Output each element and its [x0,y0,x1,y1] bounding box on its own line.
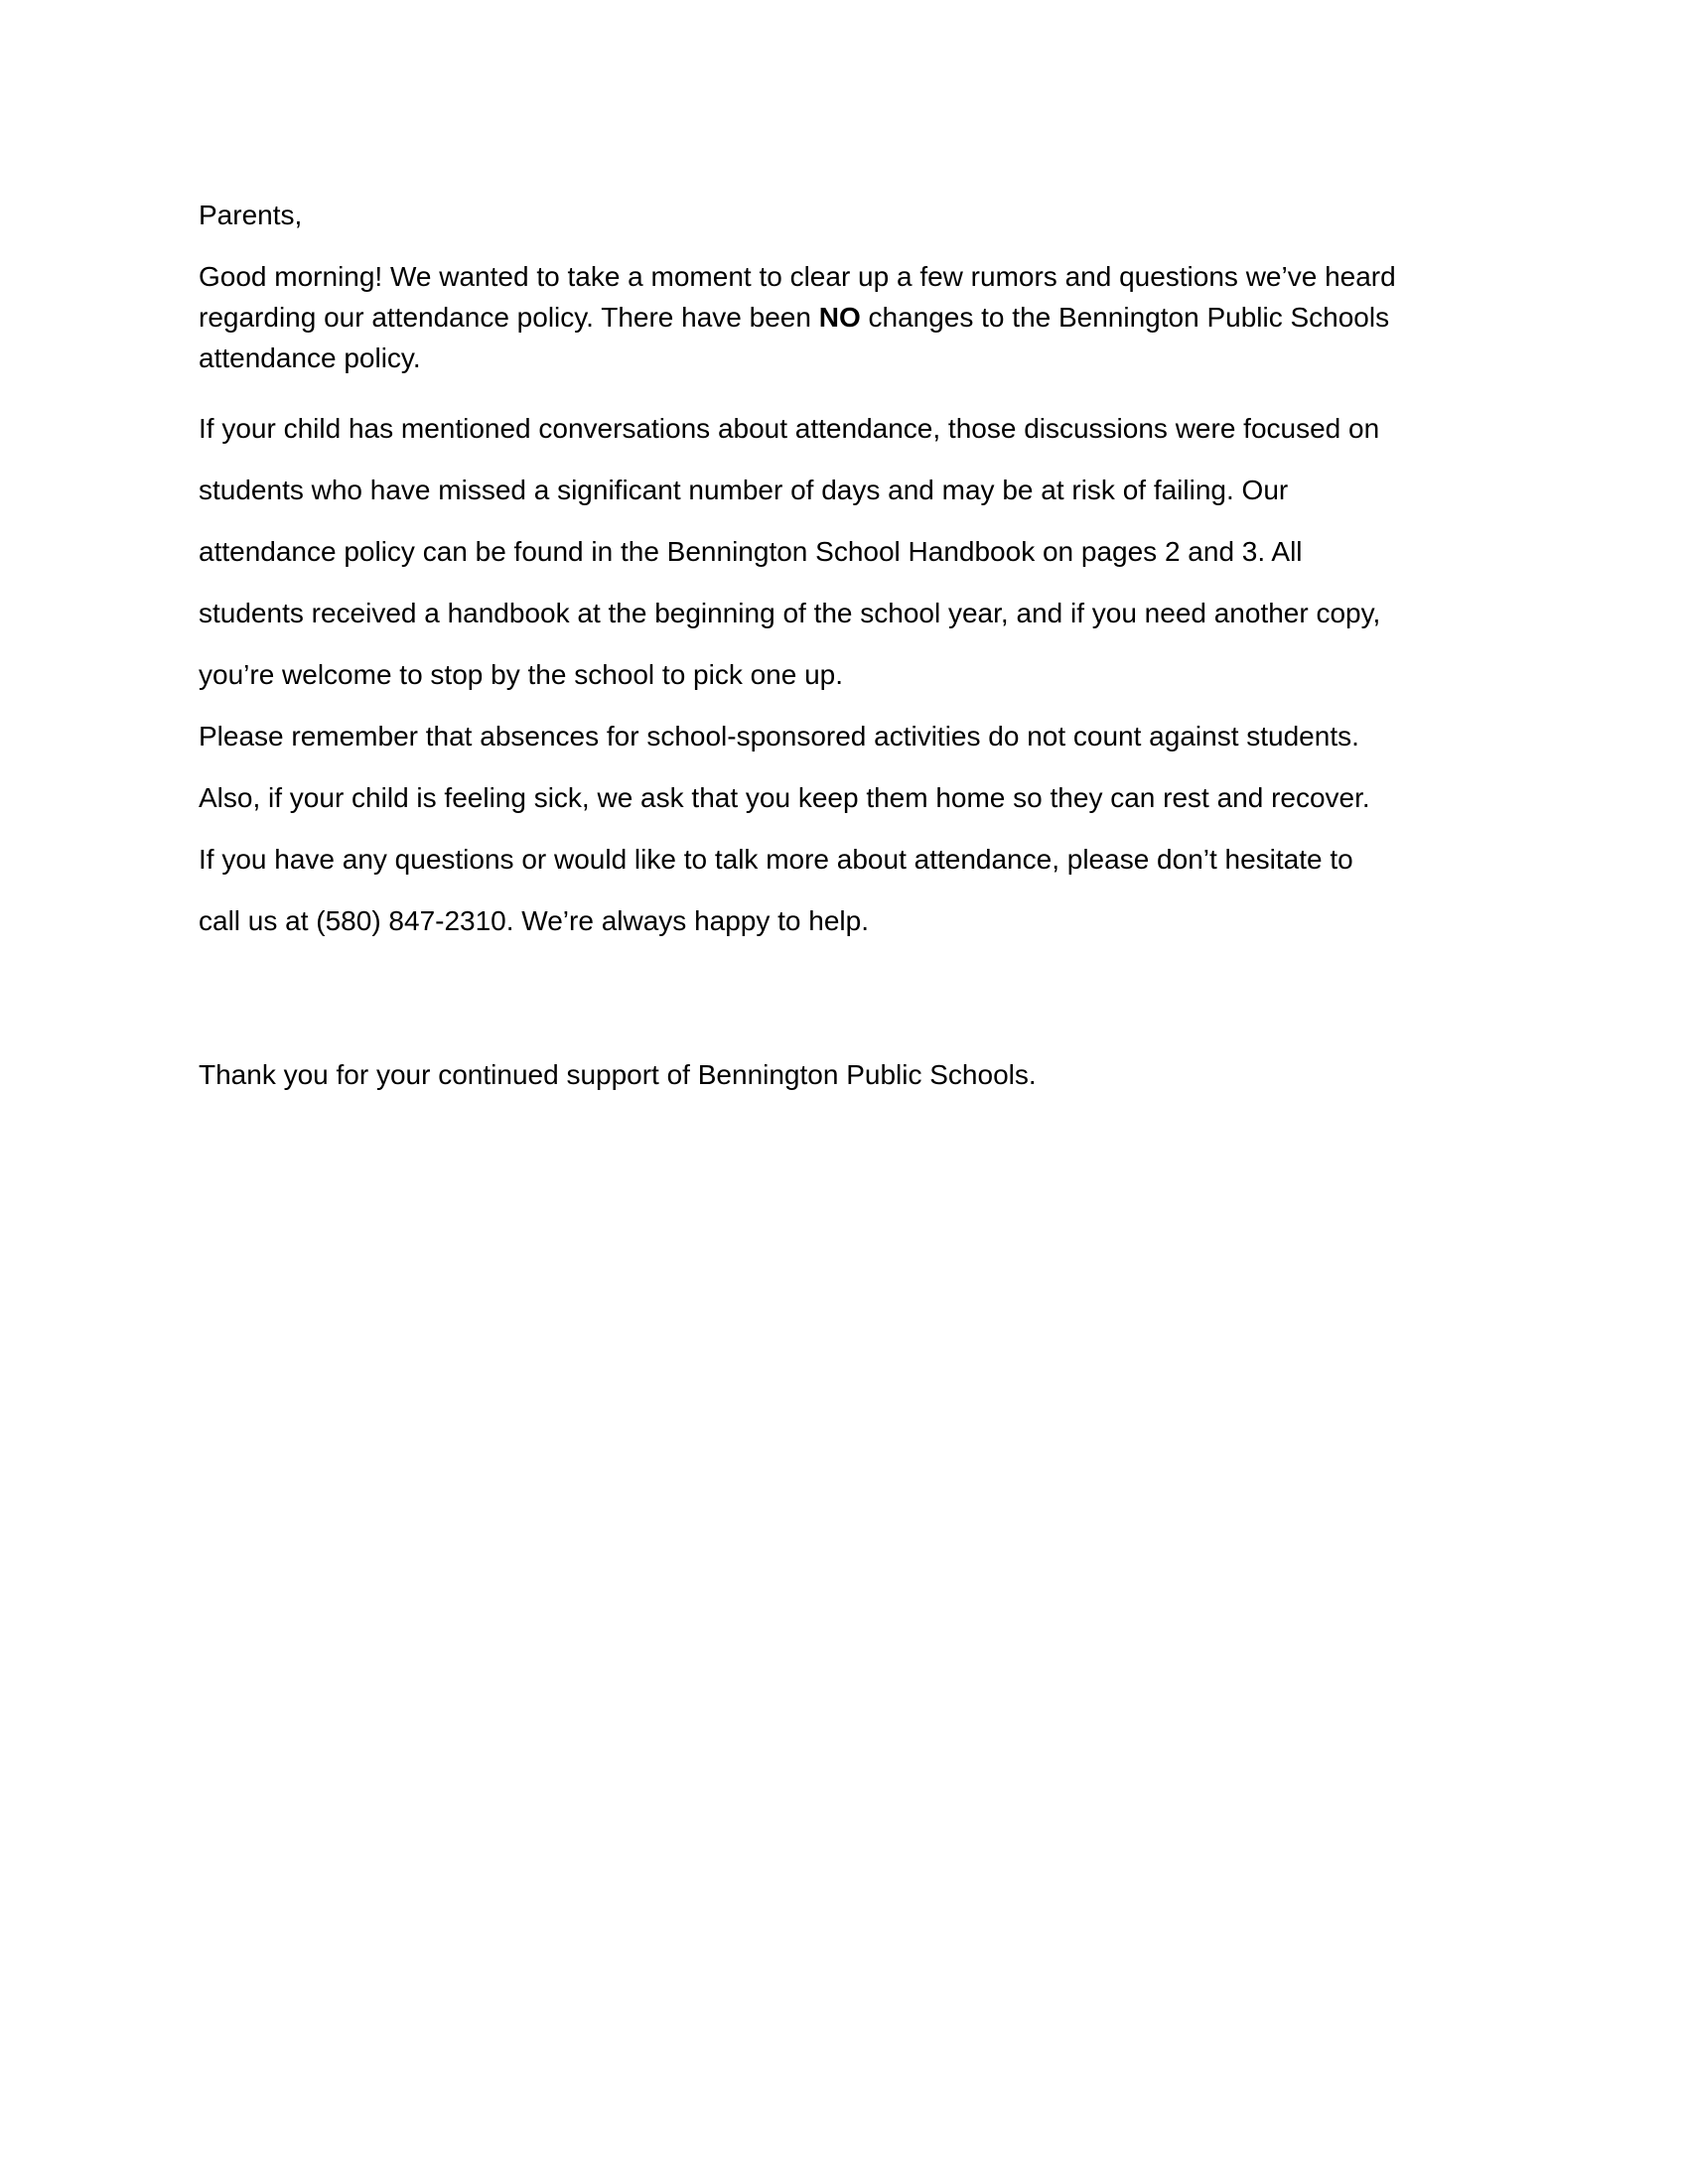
paragraph-intro-line-3: attendance policy. [199,342,421,373]
emphasis-no: NO [818,302,861,333]
paragraph-attendance-line-2: students who have missed a significant number of days and may be at risk of failing. Our [199,475,1289,505]
closing [199,1054,1450,1095]
paragraph-attendance-line-3: attendance policy can be found in the Bennington School Handbook on pages 2 and 3. All [199,536,1303,567]
letter-body [199,195,1450,1123]
paragraph-attendance-line-4: students received a handbook at the beginning of the school year, and if you need another copy, [199,598,1381,628]
paragraph-reminders-line-3: If you have any questions or would like to talk more about attendance, please don’t hesitate to [199,844,1353,875]
paragraph-reminders [199,706,1450,952]
paragraph-intro-line-2-end: changes to the Bennington Public Schools [860,302,1390,333]
paragraph-intro [199,256,1450,378]
greeting [199,195,1450,235]
paragraph-reminders-line-2: Also, if your child is feeling sick, we ask that you keep them home so they can rest and recover. [199,782,1370,813]
paragraph-intro-line-2 [199,297,1450,338]
paragraph-intro-line-2-start: regarding our attendance policy. There have been [199,302,819,333]
paragraph-attendance-line-5: you’re welcome to stop by the school to pick one up. [199,659,844,690]
paragraph-attendance-discussion [199,398,1450,706]
paragraph-intro-line-1: Good morning! We wanted to take a moment to clear up a few rumors and questions we’ve heard [199,261,1396,292]
paragraph-reminders-line-4: call us at (580) 847-2310. We’re always happy to help. [199,905,869,936]
paragraph-attendance-line-1: If your child has mentioned conversations about attendance, those discussions were focused on [199,413,1380,444]
greeting-text: Parents, [199,200,303,230]
closing-text: Thank you for your continued support of Bennington Public Schools. [199,1059,1037,1090]
paragraph-reminders-line-1: Please remember that absences for school-sponsored activities do not count against students. [199,721,1359,751]
